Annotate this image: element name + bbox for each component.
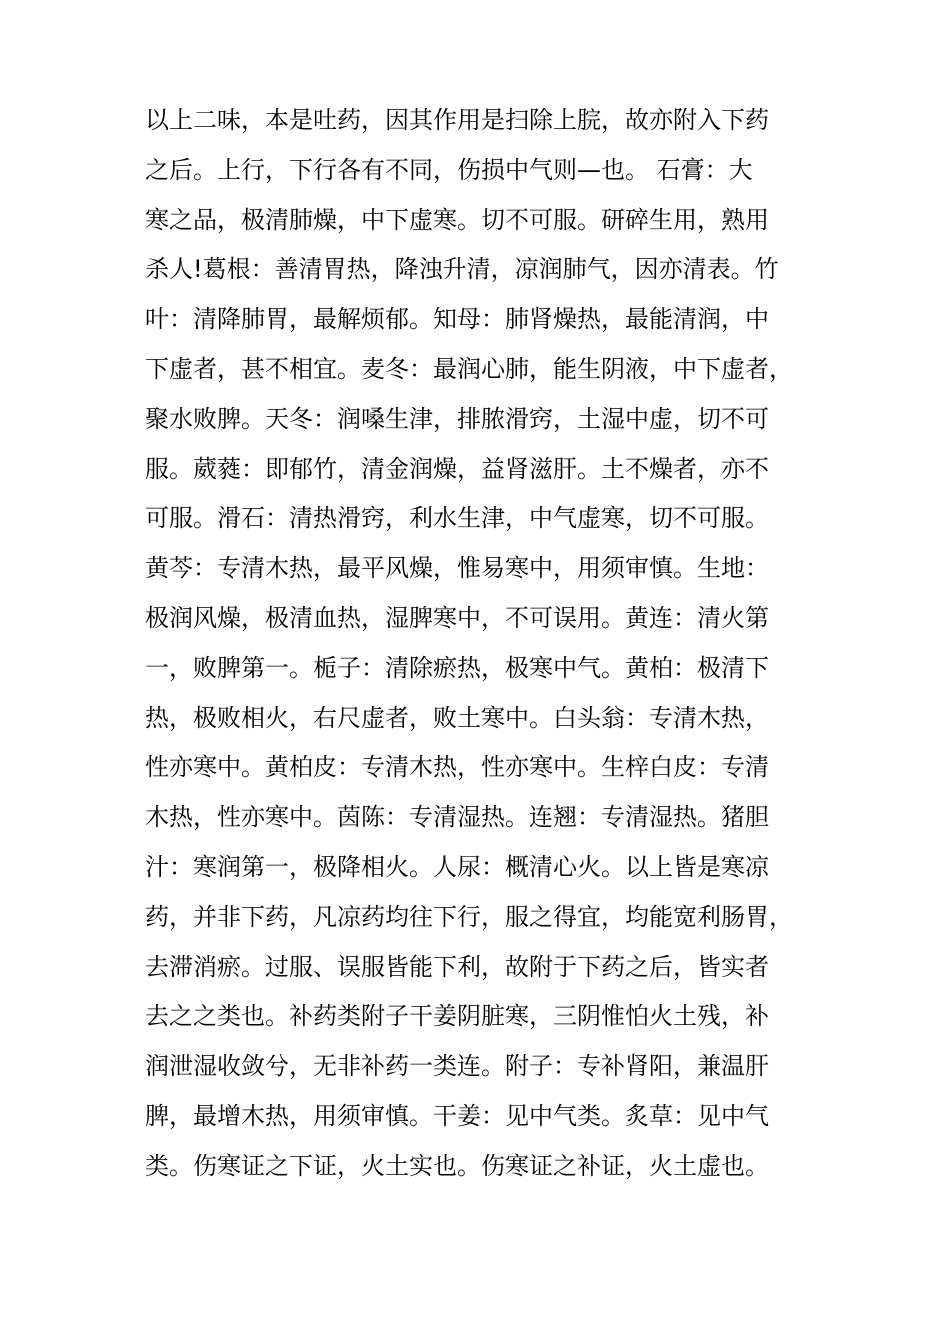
text-line: 热，极败相火，右尺虚者，败土寒中。白头翁：专清木热， [145, 703, 769, 732]
text-line: 类。伤寒证之下证，火土实也。伤寒证之补证，火土虚也。 [145, 1151, 769, 1180]
text-line: 下虚者，甚不相宜。麦冬：最润心肺，能生阴液，中下虚者， [145, 354, 793, 383]
text-line: 去滞消瘀。过服、误服皆能下利，故附于下药之后，皆实者 [145, 952, 769, 981]
body-text [145, 96, 825, 1192]
text-line: 服。葳蕤：即郁竹，清金润燥，益肾滋肝。土不燥者，亦不 [145, 454, 769, 483]
text-line: 脾，最增木热，用须审慎。干姜：见中气类。炙草：见中气 [145, 1101, 769, 1130]
text-line: 寒之品，极清肺燥，中下虚寒。切不可服。研碎生用，熟用 [145, 205, 769, 234]
text-line: 黄芩：专清木热，最平风燥，惟易寒中，用须审慎。生地： [145, 554, 769, 583]
text-line: 药，并非下药，凡凉药均往下行，服之得宜，均能宽利肠胃， [145, 902, 793, 931]
text-line: 去之之类也。补药类附子干姜阴脏寒，三阴惟怕火土残，补 [145, 1002, 769, 1031]
text-line: 极润风燥，极清血热，湿脾寒中，不可误用。黄连：清火第 [145, 603, 769, 632]
text-line: 之后。上行，下行各有不同，伤损中气则—也。 石膏：大 [145, 155, 753, 184]
text-line: 可服。滑石：清热滑窍，利水生津，中气虚寒，切不可服。 [145, 504, 769, 533]
text-line: 聚水败脾。天冬：润嗓生津，排脓滑窍，土湿中虚，切不可 [145, 404, 769, 433]
text-line: 叶：清降肺胃，最解烦郁。知母：肺肾燥热，最能清润，中 [145, 305, 769, 334]
text-line: 汁：寒润第一，极降相火。人尿：概清心火。以上皆是寒凉 [145, 852, 769, 881]
text-line: 木热，性亦寒中。茵陈：专清湿热。连翘：专清湿热。猪胆 [145, 803, 769, 832]
text-line: 以上二味，本是吐药，因其作用是扫除上脘，故亦附入下药 [145, 106, 769, 134]
text-line: 杀人!葛根：善清胃热，降浊升清，凉润肺气，因亦清表。竹 [145, 255, 779, 284]
text-line: 性亦寒中。黄柏皮：专清木热，性亦寒中。生梓白皮：专清 [145, 753, 769, 782]
text-line: 一，败脾第一。栀子：清除瘀热，极寒中气。黄柏：极清下 [145, 653, 769, 682]
text-line: 润泄湿收敛兮，无非补药一类连。附子：专补肾阳，兼温肝 [145, 1052, 769, 1081]
